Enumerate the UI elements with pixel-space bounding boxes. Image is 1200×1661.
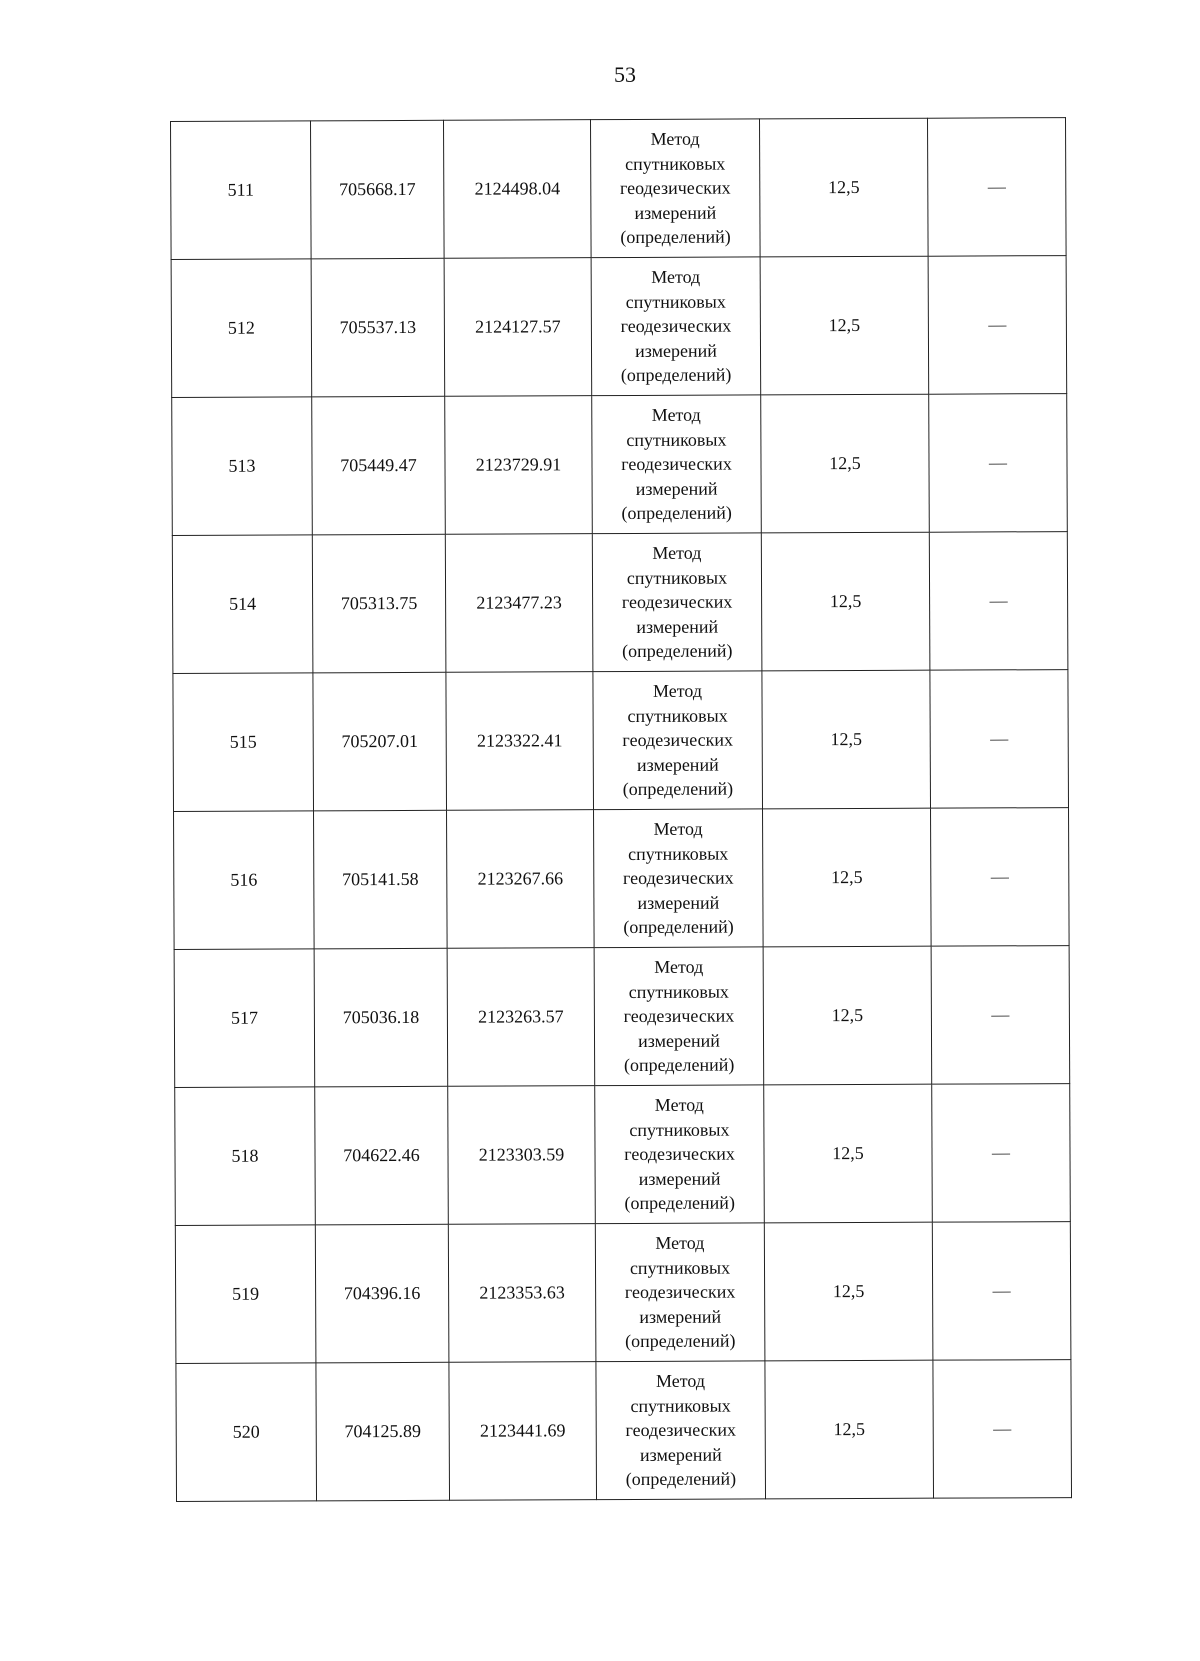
point-number-cell: 520 (176, 1363, 317, 1502)
y-coordinate-cell: 2123353.63 (448, 1224, 596, 1363)
note-cell (927, 118, 1066, 257)
method-text-line: спутниковых (625, 153, 726, 174)
method-cell (593, 671, 763, 810)
method-text-line: измерений (639, 1306, 722, 1327)
table-body (171, 118, 1072, 1502)
method-cell (590, 119, 760, 258)
note-dash: — (988, 452, 1008, 473)
method-text-line: геодезических (621, 591, 733, 613)
method-text-line: геодезических (621, 453, 732, 475)
method-text-line: измерений (638, 1030, 720, 1051)
note-cell (929, 394, 1068, 533)
method-text-line: (определений) (624, 1192, 735, 1214)
note-dash: — (991, 1004, 1010, 1025)
method-text-line: спутниковых (627, 705, 728, 726)
accuracy-cell: 12,5 (760, 256, 929, 395)
note-cell (932, 1222, 1071, 1361)
y-coordinate-cell: 2123477.23 (445, 534, 593, 673)
method-text-line: (определений) (621, 502, 732, 524)
note-cell (930, 670, 1069, 809)
accuracy-cell: 12,5 (761, 532, 930, 671)
y-coordinate-cell: 2123263.57 (447, 948, 595, 1087)
note-cell (929, 532, 1068, 671)
note-dash: — (990, 728, 1009, 749)
method-text-line: геодезических (620, 315, 732, 337)
note-cell (931, 808, 1070, 947)
accuracy-cell: 12,5 (763, 808, 932, 947)
method-text-line: спутниковых (625, 291, 726, 312)
method-cell (594, 947, 764, 1086)
method-text-line: измерений (635, 340, 717, 361)
note-dash: — (988, 314, 1007, 335)
note-dash: — (990, 866, 1009, 887)
method-text-line: измерений (635, 478, 718, 499)
point-number-cell: 514 (172, 535, 313, 674)
x-coordinate-cell: 705207.01 (313, 672, 447, 811)
method-text-line: Метод (650, 128, 700, 150)
method-text-line: (определений) (623, 916, 734, 938)
point-number-cell: 513 (172, 397, 313, 536)
method-cell (591, 257, 761, 396)
accuracy-cell: 12,5 (761, 394, 930, 533)
table-row (172, 532, 1068, 674)
method-text-line: спутниковых (629, 1119, 730, 1140)
coordinates-table (170, 117, 1072, 1502)
method-text-line: Метод (652, 680, 703, 702)
method-text-line: (определений) (625, 1468, 737, 1490)
note-cell (928, 256, 1067, 395)
method-text-line: Метод (654, 956, 704, 978)
y-coordinate-cell: 2123303.59 (448, 1086, 596, 1225)
method-cell (595, 1085, 765, 1224)
method-text-line: Метод (655, 1232, 705, 1254)
y-coordinate-cell: 2124498.04 (443, 120, 591, 259)
note-dash: — (993, 1418, 1012, 1439)
table-row (174, 808, 1070, 950)
x-coordinate-cell: 704622.46 (315, 1086, 449, 1225)
x-coordinate-cell: 704396.16 (315, 1224, 449, 1363)
table-row (176, 1360, 1072, 1502)
table-row (175, 1222, 1071, 1364)
y-coordinate-cell: 2123267.66 (447, 810, 595, 949)
table-row (174, 946, 1070, 1088)
y-coordinate-cell: 2124127.57 (444, 258, 592, 397)
method-text-line: геодезических (625, 1419, 737, 1441)
method-text-line: Метод (652, 542, 702, 564)
method-text-line: спутниковых (626, 567, 728, 588)
method-text-line: (определений) (625, 1330, 736, 1352)
method-text-line: Метод (653, 818, 703, 840)
x-coordinate-cell: 705668.17 (311, 120, 445, 259)
method-text-line: геодезических (619, 177, 731, 199)
accuracy-cell: 12,5 (762, 670, 931, 809)
method-text-line: геодезических (624, 1281, 736, 1303)
note-dash: — (991, 1142, 1011, 1163)
point-number-cell: 512 (171, 259, 312, 398)
method-text-line: спутниковых (626, 429, 727, 450)
accuracy-cell: 12,5 (764, 1222, 933, 1361)
method-text-line: измерений (637, 892, 720, 913)
table-row (173, 670, 1069, 812)
method-text-line: Метод (654, 1094, 704, 1116)
method-text-line: Метод (655, 1370, 706, 1392)
note-cell (932, 1084, 1071, 1223)
method-text-line: спутниковых (628, 981, 729, 1002)
table-row (172, 394, 1068, 536)
method-text-line: спутниковых (629, 1257, 731, 1278)
y-coordinate-cell: 2123729.91 (445, 396, 593, 535)
method-cell (596, 1361, 766, 1500)
table-row (171, 118, 1067, 260)
table-row (175, 1084, 1071, 1226)
note-dash: — (992, 1280, 1011, 1301)
method-text-line: геодезических (622, 729, 734, 751)
point-number-cell: 518 (175, 1087, 316, 1226)
method-text-line: спутниковых (630, 1395, 731, 1416)
method-cell (595, 1223, 765, 1362)
y-coordinate-cell: 2123322.41 (446, 672, 594, 811)
method-cell (594, 809, 764, 948)
method-text-line: геодезических (623, 1005, 735, 1027)
y-coordinate-cell: 2123441.69 (449, 1362, 597, 1501)
method-text-line: измерений (639, 1444, 722, 1465)
method-cell (592, 533, 762, 672)
point-number-cell: 511 (171, 121, 312, 260)
x-coordinate-cell: 705036.18 (314, 948, 448, 1087)
method-text-line: измерений (638, 1168, 721, 1189)
method-text-line: спутниковых (628, 843, 729, 864)
method-text-line: измерений (636, 754, 719, 775)
accuracy-cell: 12,5 (764, 1084, 933, 1223)
method-text-line: Метод (651, 404, 701, 426)
note-cell (933, 1360, 1072, 1499)
method-text-line: измерений (634, 202, 717, 223)
x-coordinate-cell: 705537.13 (311, 258, 445, 397)
table-row (171, 256, 1067, 398)
method-cell (592, 395, 762, 534)
point-number-cell: 515 (173, 673, 314, 812)
note-cell (931, 946, 1070, 1085)
method-text-line: Метод (651, 266, 701, 288)
method-text-line: геодезических (624, 1143, 735, 1165)
point-number-cell: 517 (174, 949, 315, 1088)
method-text-line: геодезических (622, 867, 734, 889)
accuracy-cell: 12,5 (763, 946, 932, 1085)
x-coordinate-cell: 705313.75 (312, 534, 446, 673)
method-text-line: (определений) (622, 778, 734, 800)
note-dash: — (987, 176, 1006, 197)
x-coordinate-cell: 705141.58 (314, 810, 448, 949)
page-number: 53 (614, 62, 636, 87)
accuracy-cell: 12,5 (765, 1360, 934, 1499)
method-text-line: (определений) (620, 226, 731, 248)
method-text-line: (определений) (622, 640, 733, 662)
method-text-line: (определений) (620, 364, 732, 386)
point-number-cell: 516 (174, 811, 315, 950)
x-coordinate-cell: 704125.89 (316, 1362, 450, 1501)
point-number-cell: 519 (175, 1225, 316, 1364)
x-coordinate-cell: 705449.47 (312, 396, 446, 535)
note-dash: — (989, 590, 1008, 611)
accuracy-cell: 12,5 (759, 118, 928, 257)
method-text-line: (определений) (623, 1054, 735, 1076)
method-text-line: измерений (636, 616, 719, 637)
